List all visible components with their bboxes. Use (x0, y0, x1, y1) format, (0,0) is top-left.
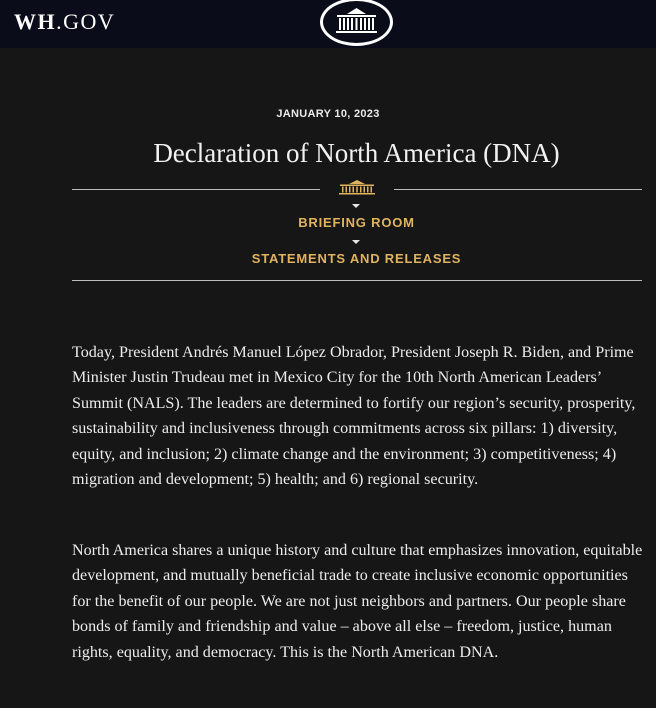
logo-gov: .GOV (56, 9, 116, 34)
site-logo-link[interactable] (14, 9, 115, 35)
site-header (0, 0, 656, 48)
breadcrumb-briefing-room[interactable]: BRIEFING ROOM (298, 215, 415, 230)
white-house-icon (339, 179, 375, 195)
article-paragraph: North America shares a unique history and culture that emphasizes innovation, equitable development, and mutually beneficial trade to create inclusive economic opportunities for the benefit of our people. We are not just neighbors and partners. Our people share bonds of family and friendship and value – above all else – freedom, justice, human rights, equality, and democracy. This is the North American DNA. (72, 542, 643, 661)
logo-wh: WH (14, 9, 57, 34)
article-paragraph: Today, President Andrés Manuel López Obrador, President Joseph R. Biden, and Prime Minister Justin Trudeau met in Mexico City for the 10th North American Leaders’ Summit (NALS). The leaders are determined to fortify our region’s security, prosperity, sustainability and inclusiveness through commitments across six pillars: 1) diversity, equity, and inclusion; 2) climate change and the environment; 3) competitiveness; 4) migration and development; 5) health; and 6) regional security. (72, 344, 636, 489)
breadcrumb-statements-and-releases[interactable]: STATEMENTS AND RELEASES (251, 251, 462, 266)
divider-right (394, 189, 642, 190)
white-house-seal-icon[interactable] (320, 0, 393, 46)
divider-left (72, 189, 320, 190)
white-house-seal-graphic (334, 6, 379, 36)
caret-down-icon (352, 240, 360, 244)
divider-bottom (72, 280, 642, 281)
page-title: Declaration of North America (DNA) (153, 138, 560, 168)
caret-down-icon (352, 204, 360, 208)
article-date: JANUARY 10, 2023 (276, 108, 380, 120)
